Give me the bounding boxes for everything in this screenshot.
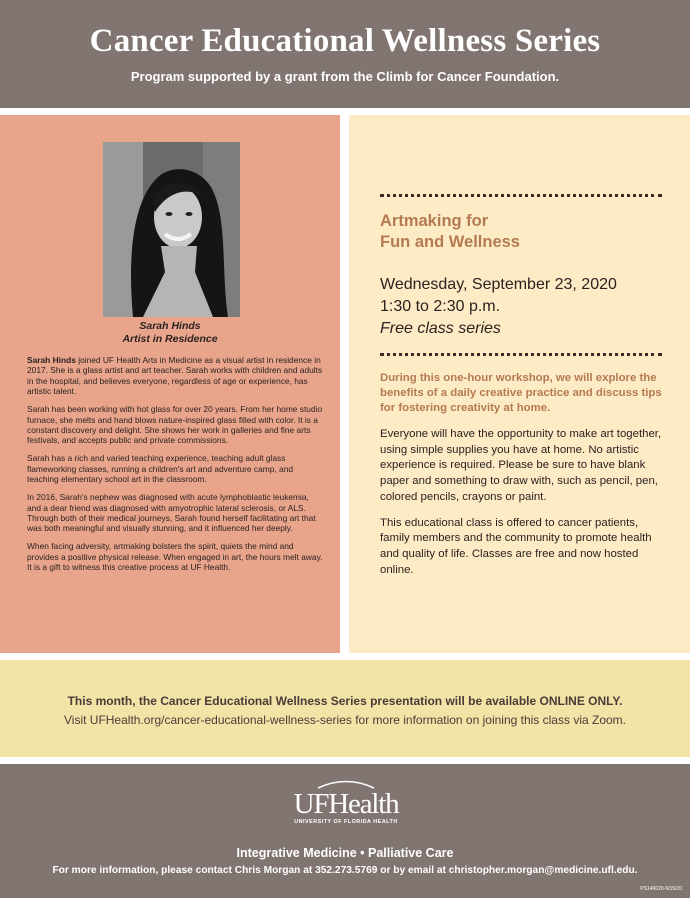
- event-body-paragraph: This educational class is offered to cancer patients, family members and the community to promote health and quality of life. Classes are free and now hosted online.: [380, 516, 652, 576]
- bio-paragraph: Sarah has a rich and varied teaching experience, teaching adult glass flameworking classes, running a children's art and adventure camp, and teaching elementary school art in the classroom.: [27, 453, 294, 485]
- ufhealth-logo: [276, 779, 416, 825]
- divider-top: [380, 194, 662, 197]
- divider-bottom: [380, 353, 662, 356]
- portrait-illustration: [103, 142, 240, 317]
- footer: [0, 764, 690, 898]
- banner-headline: This month, the Cancer Educational Wellness Series presentation will be available ONLINE ONLY.: [67, 694, 623, 708]
- bio-paragraph: Sarah has been working with hot glass for over 20 years. From her home studio furnace, she melts and hand blows nature-inspired glass filled with color. It is a constant discovery and delight. She shows her work in galleries and fine arts festivals, and accepts public and private commissions.: [27, 404, 323, 446]
- contact-line: For more information, please contact Chris Morgan at 352.273.5769 or by email at christopher.morgan@medicine.ufl.edu.: [52, 865, 638, 876]
- event-date: Wednesday, September 23, 2020: [380, 276, 617, 293]
- bio-paragraph: In 2016, Sarah's nephew was diagnosed with acute lymphoblastic leukemia, and a dear friend was diagnosed with amyotrophic lateral sclerosis, or ALS. Through both of their medical journeys, Sarah found herself facilitating art that was both meaningful and visually stunning, and it influenced her deeply.: [27, 492, 316, 534]
- event-series: Free class series: [380, 320, 501, 337]
- page-subtitle: Program supported by a grant from the Climb for Cancer Foundation.: [130, 69, 560, 84]
- event-time: 1:30 to 2:30 p.m.: [380, 298, 501, 315]
- logo-subtitle: UNIVERSITY OF FLORIDA HEALTH: [294, 819, 398, 825]
- event-intro: During this one-hour workshop, we will explore the benefits of a daily creative practice and discuss tips for fostering creativity at home.: [380, 372, 662, 415]
- artist-role: Artist in Residence: [122, 333, 218, 345]
- event-datetime: [380, 274, 680, 340]
- artist-name: Sarah Hinds: [139, 320, 201, 332]
- logo-wordmark: UFHealth: [293, 788, 399, 820]
- services-line: Integrative Medicine • Palliative Care: [236, 846, 454, 860]
- page-title: Cancer Educational Wellness Series: [89, 23, 601, 59]
- banner-link-text: Visit UFHealth.org/cancer-educational-wellness-series for more information on joining this class via Zoom.: [63, 713, 626, 727]
- print-code: PS146020-9/15/20: [640, 886, 682, 892]
- header: [0, 0, 690, 108]
- bio-paragraph: [27, 355, 325, 397]
- artist-photo: [103, 142, 240, 317]
- artist-bio: [27, 355, 325, 580]
- event-description: [380, 427, 670, 588]
- event-title: [380, 211, 670, 253]
- event-title-line2: Fun and Wellness: [380, 233, 520, 251]
- bio-p1-text: joined UF Health Arts in Medicine as a visual artist in residence in 2017. She is a glass artist and art teacher. Sarah works with children and adults in the hospital, and believes everyone, regardless of age or experience, has artistic talent.: [27, 355, 323, 397]
- artist-caption: [0, 320, 340, 346]
- bio-lead-name: Sarah Hinds: [27, 355, 76, 365]
- artist-panel: [0, 115, 340, 653]
- online-banner: [0, 660, 690, 757]
- event-body-paragraph: Everyone will have the opportunity to make art together, using simple supplies you have at home. No artistic experience is required. Please be sure to have blank paper and something to draw with, such as pencil, pen, colored pencils, crayons or paint.: [380, 428, 662, 503]
- event-title-line1: Artmaking for: [380, 212, 489, 230]
- bio-paragraph: When facing adversity, artmaking bolsters the spirit, quiets the mind and provides a positive physical release. When engaged in art, the hours melt away. It is a gift to witness this creative process at UF Health.: [27, 541, 323, 573]
